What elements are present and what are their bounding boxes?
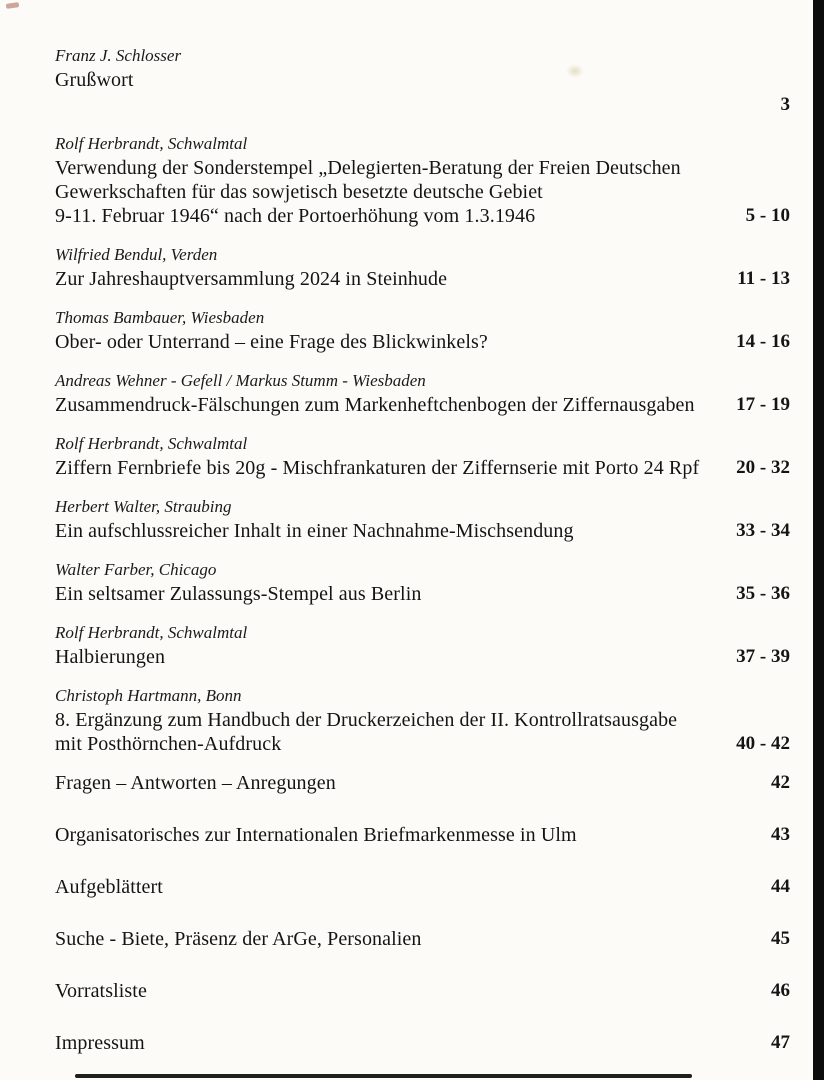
toc-entry [55,369,790,417]
toc-entry-title-line: Ziffern Fernbriefe bis 20g - Mischfrankaturen der Ziffernserie mit Porto 24 Rpf [55,457,700,479]
toc-entry-title-row [55,393,790,417]
toc-entry-author: Thomas Bambauer, Wiesbaden [55,308,265,327]
toc-entry-title-row [55,68,790,92]
toc-entry-pages: 37 - 39 [736,646,790,667]
toc-entry-title-row [55,582,790,606]
toc-entry-pages: 17 - 19 [736,394,790,415]
toc-entry-titles [55,330,488,354]
toc-entry-titles [55,393,695,417]
toc-entry [55,621,790,669]
scan-corner-mark [6,2,20,9]
toc-entry-author: Rolf Herbrandt, Schwalmtal [55,434,248,453]
toc-entry-titles [55,979,147,1003]
toc-entry-author: Andreas Wehner - Gefell / Markus Stumm - Wiesbaden [55,371,426,390]
toc-entry-titles [55,156,681,228]
toc-entry-author: Christoph Hartmann, Bonn [55,686,242,705]
toc-entry-title-line: Zur Jahreshauptversammlung 2024 in Steinhude [55,268,448,290]
toc-entry-title-line: Impressum [55,1032,145,1054]
toc-entry-title-row [55,267,790,291]
toc-entry [55,495,790,543]
toc-entry-author: Rolf Herbrandt, Schwalmtal [55,134,248,153]
toc-entry-title-row [55,771,790,795]
toc-entry-title-line: Grußwort [55,69,134,91]
toc-entry-pages: 3 [780,94,790,115]
toc-entry [55,44,790,117]
toc-entry-title-line: Fragen – Antworten – Anregungen [55,772,336,794]
toc-entry-titles [55,68,134,92]
toc-entry-title-line: Halbierungen [55,646,166,668]
toc-entry-title-line: Ein aufschlussreicher Inhalt in einer Nachnahme-Mischsendung [55,520,574,542]
toc-entry [55,875,790,899]
toc-entry-title-line: 9-11. Februar 1946“ nach der Portoerhöhung vom 1.3.1946 [55,205,536,227]
toc-entry-titles [55,708,677,756]
toc-entry [55,771,790,795]
toc-entry [55,1031,790,1055]
toc-entry-pages: 14 - 16 [736,331,790,352]
toc-entry-titles [55,1031,145,1055]
toc-entry-author: Wilfried Bendul, Verden [55,245,218,264]
toc-entry [55,132,790,228]
toc-entry-title-row [55,645,790,669]
toc-entry-titles [55,519,574,543]
toc-list [55,44,790,1055]
toc-entry [55,432,790,480]
scan-edge-bottom-bar [75,1074,692,1078]
toc-entry-titles [55,823,577,847]
toc-entry-title-row [55,979,790,1003]
toc-entry-pages: 47 [771,1032,790,1053]
toc-entry-pages: 46 [771,980,790,1001]
toc-entry-author: Herbert Walter, Straubing [55,497,232,516]
toc-entry-title-line: Ober- oder Unterrand – eine Frage des Blickwinkels? [55,331,488,353]
toc-entry [55,243,790,291]
toc-entry-title-row [55,456,790,480]
toc-entry-titles [55,927,422,951]
toc-entry-title-row [55,156,790,228]
toc-entry-titles [55,771,336,795]
toc-entry-title-line: Vorratsliste [55,980,147,1002]
toc-entry-title-line: Suche - Biete, Präsenz der ArGe, Personalien [55,928,422,950]
toc-entry [55,558,790,606]
toc-entry-titles [55,645,165,669]
toc-entry-pages: 33 - 34 [736,520,790,541]
toc-entry-pages: 11 - 13 [737,268,790,289]
toc-entry-titles [55,875,163,899]
toc-entry [55,927,790,951]
toc-entry-pages: 44 [771,876,790,897]
toc-entry-title-line: Zusammendruck-Fälschungen zum Markenheftchenbogen der Ziffernausgaben [55,394,695,416]
toc-entry-title-row [55,708,790,756]
toc-entry-title-line: Aufgeblättert [55,876,163,898]
toc-entry-author: Franz J. Schlosser [55,46,182,65]
toc-entry-pages: 40 - 42 [736,733,790,754]
toc-entry-title-row [55,1031,790,1055]
toc-entry-title-line: Organisatorisches zur Internationalen Briefmarkenmesse in Ulm [55,824,577,846]
toc-entry-titles [55,267,447,291]
toc-entry [55,684,790,756]
toc-entry-title-line: Ein seltsamer Zulassungs-Stempel aus Berlin [55,583,422,605]
toc-entry-title-line: Verwendung der Sonderstempel „Delegierten-Beratung der Freien Deutschen [55,157,681,179]
toc-entry-author: Walter Farber, Chicago [55,560,217,579]
toc-entry [55,979,790,1003]
toc-entry-titles [55,456,699,480]
toc-entry-titles [55,582,421,606]
toc-entry-author: Rolf Herbrandt, Schwalmtal [55,623,248,642]
toc-entry-pages: 20 - 32 [736,457,790,478]
toc-entry-title-row [55,927,790,951]
toc-entry-title-row [55,519,790,543]
toc-entry-pages: 5 - 10 [745,205,790,226]
toc-entry-title-row [55,823,790,847]
toc-entry-pages: 35 - 36 [736,583,790,604]
toc-entry-title-row [55,330,790,354]
toc-entry-title-line: mit Posthörnchen-Aufdruck [55,733,282,755]
toc-entry-pages: 45 [771,928,790,949]
toc-entry-pages: 42 [771,772,790,793]
toc-entry-pages: 43 [771,824,790,845]
scan-edge-right-bar [813,0,824,1080]
toc-entry-title-row [55,875,790,899]
toc-entry-title-line: Gewerkschaften für das sowjetisch besetzte deutsche Gebiet [55,181,543,203]
toc-entry-title-line: 8. Ergänzung zum Handbuch der Druckerzeichen der II. Kontrollratsausgabe [55,709,678,731]
toc-entry [55,823,790,847]
toc-entry [55,306,790,354]
toc-entry-pages-row [55,93,790,117]
